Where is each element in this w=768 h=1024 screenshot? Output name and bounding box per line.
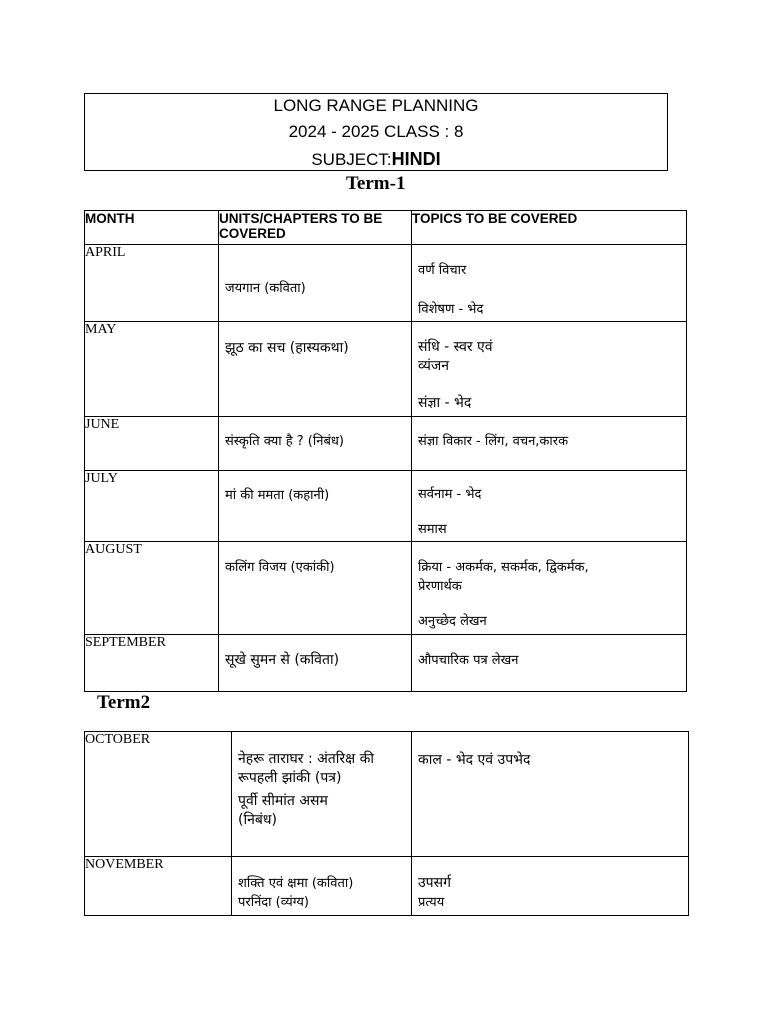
title-line: LONG RANGE PLANNING [273,96,479,115]
table-row [85,732,689,857]
topic-text: अनुच्छेद लेखन [418,614,487,629]
topics-cell [412,732,689,857]
table-row [85,245,687,322]
term1-table [84,210,687,692]
topic-text: सर्वनाम - भेद [418,487,482,502]
topic-text: संज्ञा - भेद [418,395,472,411]
subject-label: SUBJECT: [311,150,392,169]
term2-table [84,731,689,916]
unit-text: जयगान (कविता) [225,281,306,296]
table-row [85,857,689,916]
topic-text: क्रिया - अकर्मक, सकर्मक, द्विकर्मक, प्रेरणार्थक [418,560,589,594]
unit-text: सूखे सुमन से (कविता) [225,652,340,668]
column-header-topics: TOPICS TO BE COVERED [412,211,687,245]
unit-text: कलिंग विजय (एकांकी) [225,560,335,575]
unit-text: मां की ममता (कहानी) [225,488,330,503]
title-box [84,93,668,171]
term2-heading: Term2 [97,692,151,713]
unit-cell [219,322,412,417]
unit-text: पूर्वी सीमांत असम (निबंध) [238,793,328,828]
topic-text: काल - भेद एवं उपभेद [418,752,531,768]
unit-text: झूठ का सच (हास्यकथा) [225,340,349,356]
topic-text: औपचारिक पत्र लेखन [418,653,519,668]
topics-cell [412,245,687,322]
topics-cell [412,322,687,417]
unit-cell [219,542,412,635]
table-row [85,471,687,542]
table-row [85,322,687,417]
unit-text: शक्ति एवं क्षमा (कविता) [238,876,354,891]
topic-text: विशेषण - भेद [418,302,484,317]
subject-line [85,149,667,170]
topic-text: संज्ञा विकार - लिंग, वचन,कारक [418,434,569,449]
topics-cell [412,417,687,471]
unit-cell [219,635,412,692]
unit-text: संस्कृति क्या है ? (निबंध) [225,434,344,449]
topics-cell [412,471,687,542]
term1-heading: Term-1 [346,173,406,194]
unit-cell [232,857,412,916]
topic-text: प्रत्यय [418,895,445,910]
month-cell: MAY [85,322,219,417]
topics-cell [412,635,687,692]
column-header-units: UNITS/CHAPTERS TO BE COVERED [219,211,412,245]
month-cell: NOVEMBER [85,857,232,916]
table-header-row [85,211,687,245]
topics-cell [412,542,687,635]
topics-cell [412,857,689,916]
month-cell: JUNE [85,417,219,471]
month-cell: AUGUST [85,542,219,635]
unit-cell [219,245,412,322]
month-cell: JULY [85,471,219,542]
month-cell: OCTOBER [85,732,232,857]
unit-cell [232,732,412,857]
table-row [85,542,687,635]
subject-value: HINDI [391,149,441,169]
table-row [85,417,687,471]
topic-text: समास [418,522,447,537]
unit-cell [219,417,412,471]
year-class-line: 2024 - 2025 CLASS : 8 [288,122,464,141]
topic-text: वर्ण विचार [418,263,467,278]
unit-text: परनिंदा (व्यंग्य) [238,895,310,910]
column-header-month: MONTH [85,211,219,245]
table-row [85,635,687,692]
unit-cell [219,471,412,542]
month-cell: APRIL [85,245,219,322]
month-cell: SEPTEMBER [85,635,219,692]
unit-text: नेहरू ताराघर : अंतरिक्ष की रूपहली झांकी (पत्र) [238,751,375,786]
topic-text: संधि - स्वर एवं व्यंजन [418,339,493,374]
topic-text: उपसर्ग [418,875,451,891]
